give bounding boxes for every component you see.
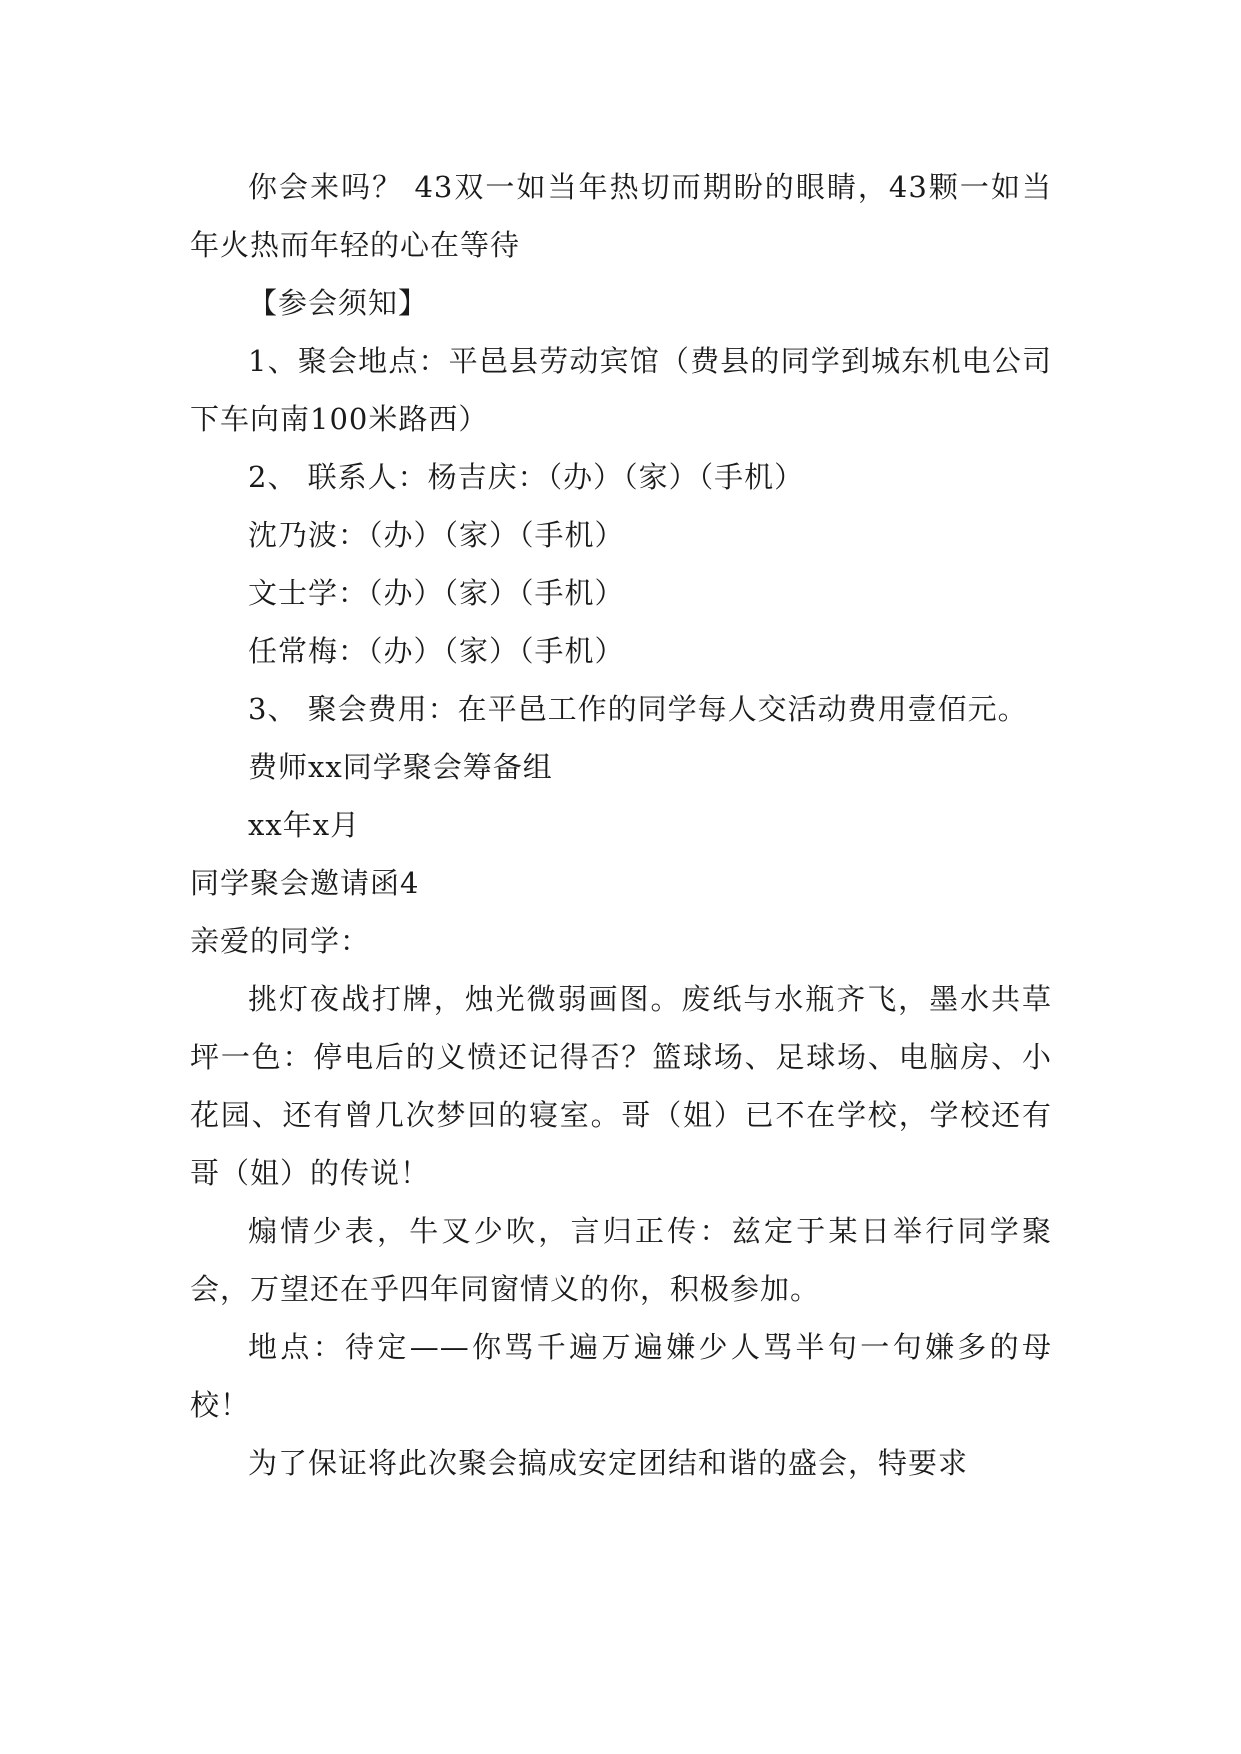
paragraph-contact-shen: 沈乃波：（办）（家）（手机） — [248, 518, 625, 552]
paragraph-announcement: 煽情少表，牛叉少吹，言归正传：兹定于某日举行同学聚会，万望还在乎四年同窗情义的你，积极参加。 — [190, 1214, 1052, 1306]
paragraph-location: 地点：待定——你骂千遍万遍嫌少人骂半句一句嫌多的母校！ — [190, 1330, 1052, 1422]
paragraph-requirements: 为了保证将此次聚会搞成安定团结和谐的盛会，特要求 — [248, 1446, 969, 1480]
heading-notice: 【参会须知】 — [248, 286, 429, 320]
paragraph-venue: 1、聚会地点：平邑县劳动宾馆（费县的同学到城东机电公司下车向南100米路西） — [190, 344, 1052, 436]
section-title: 同学聚会邀请函4 — [190, 866, 420, 900]
signature-date: xx年x月 — [248, 808, 361, 842]
paragraph-waiting: 你会来吗？ 43双一如当年热切而期盼的眼睛，43颗一如当年火热而年轻的心在等待 — [190, 170, 1052, 262]
paragraph-contact-wen: 文士学：（办）（家）（手机） — [248, 576, 625, 610]
document-body — [190, 158, 1052, 1492]
salutation: 亲爱的同学： — [190, 924, 371, 958]
paragraph-memories: 挑灯夜战打牌，烛光微弱画图。废纸与水瓶齐飞，墨水共草坪一色：停电后的义愤还记得否？篮球场、足球场、电脑房、小花园、还有曾几次梦回的寝室。哥（姐）已不在学校，学校还有哥（姐）的传说！ — [190, 982, 1052, 1190]
signature-organizer: 费师xx同学聚会筹备组 — [248, 750, 553, 784]
paragraph-contact: 2、 联系人：杨吉庆：（办）（家）（手机） — [248, 460, 805, 494]
paragraph-fee: 3、 聚会费用：在平邑工作的同学每人交活动费用壹佰元。 — [248, 692, 1028, 726]
paragraph-contact-ren: 任常梅：（办）（家）（手机） — [248, 634, 625, 668]
